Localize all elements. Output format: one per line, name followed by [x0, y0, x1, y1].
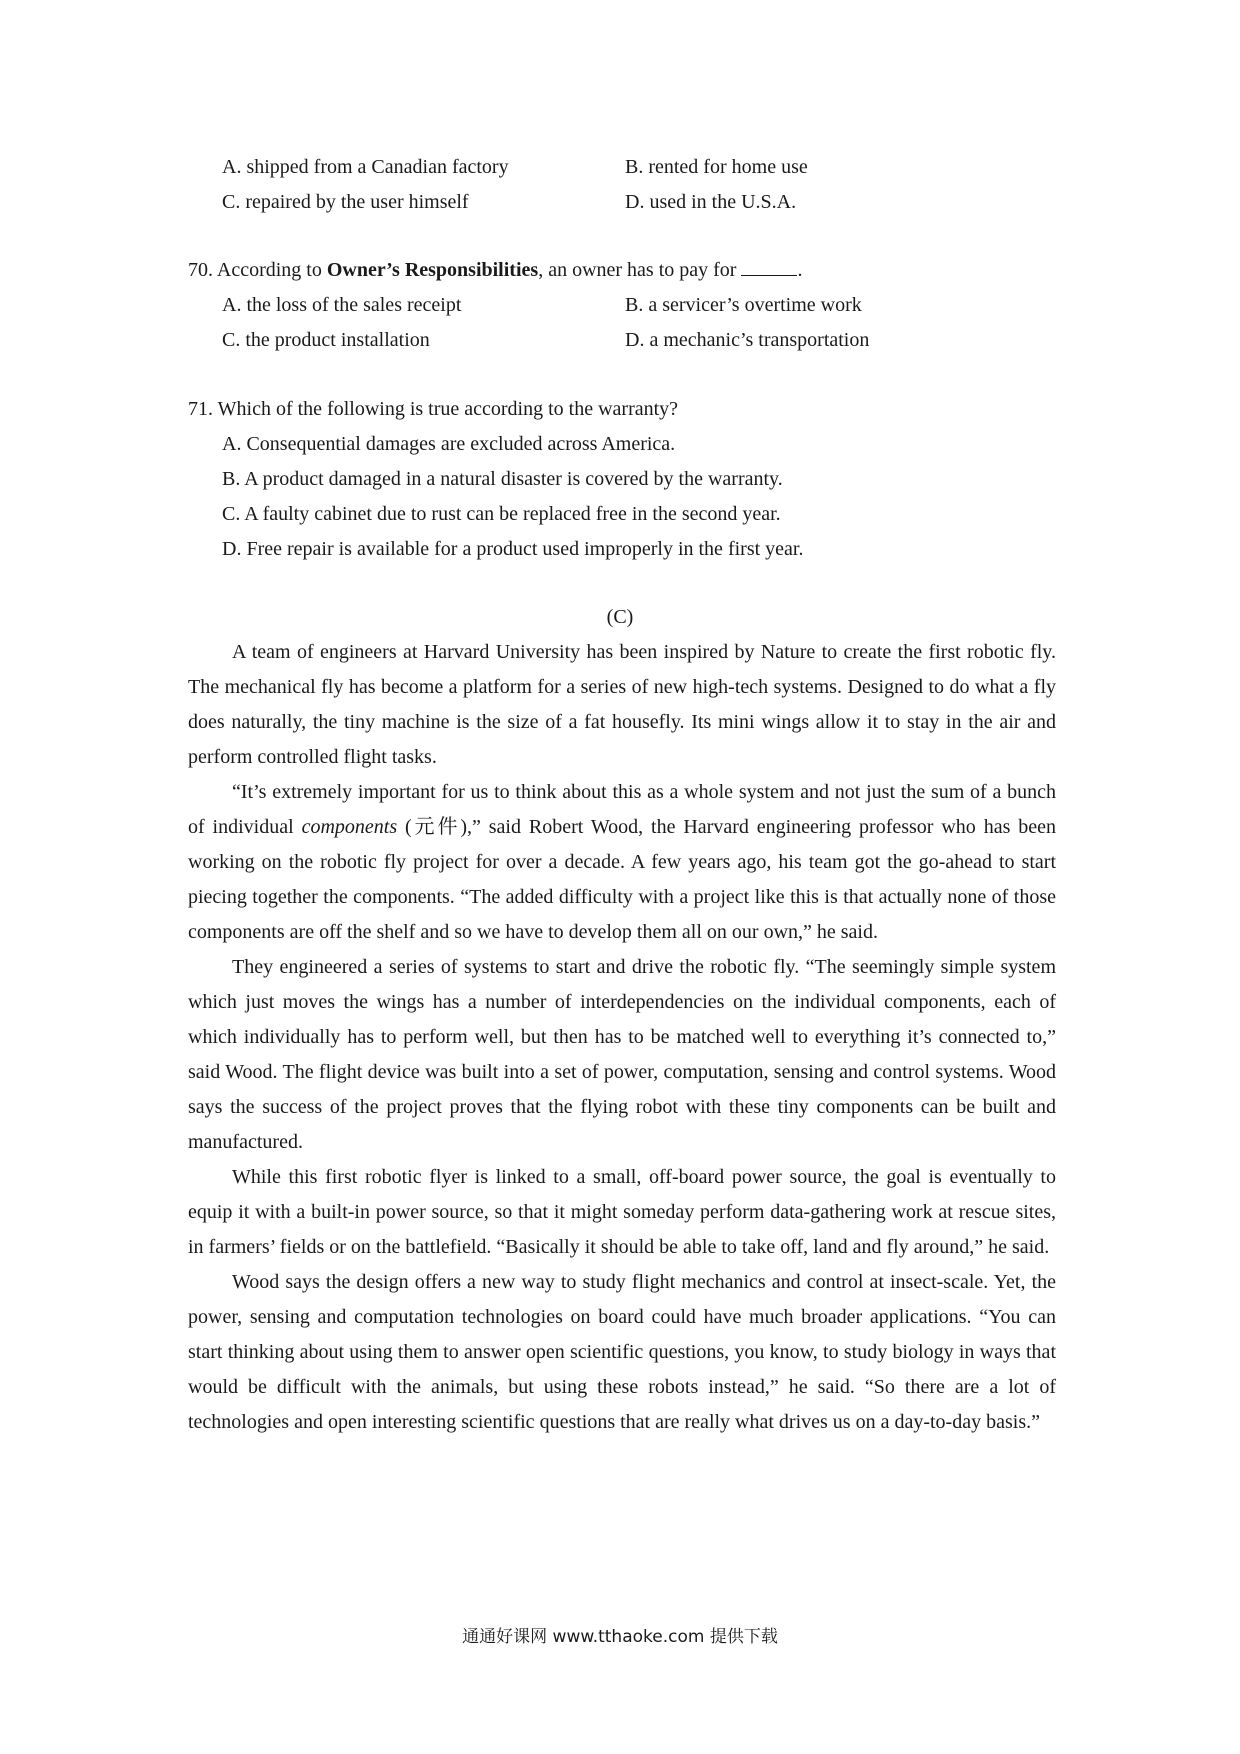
- paragraph-2-italic: components: [301, 816, 398, 838]
- passage-paragraph-2: [188, 775, 1056, 950]
- q71-option-d: D. Free repair is available for a product used improperly in the first year.: [222, 538, 804, 560]
- q70-option-b: B. a servicer’s overtime work: [625, 294, 862, 316]
- q71-option-c: C. A faulty cabinet due to rust can be replaced free in the second year.: [222, 503, 781, 525]
- q69-option-b: B. rented for home use: [625, 156, 808, 178]
- q70-stem-suffix: , an owner has to pay for: [538, 259, 742, 281]
- q69-option-a: A. shipped from a Canadian factory: [222, 156, 509, 178]
- q69-options: [222, 150, 1022, 220]
- q70-stem: [188, 253, 1088, 288]
- answer-blank: [741, 257, 797, 276]
- q70-option-row-2: [188, 323, 1088, 358]
- q70-stem-prefix: 70. According to: [188, 259, 327, 281]
- q70-option-c: C. the product installation: [222, 329, 430, 351]
- q71-option-b: B. A product damaged in a natural disaster is covered by the warranty.: [222, 468, 783, 490]
- q70-option-row-1: [188, 288, 1088, 323]
- q71-stem: 71. Which of the following is true according to the warranty?: [188, 398, 679, 420]
- passage-paragraph-4: While this first robotic flyer is linked to a small, off-board power source, the goal is eventually to equip it with a built-in power source, so that it might someday perform data-gathering work at rescue sites, in farmers’ fields or on the battlefield. “Basically it should be able to take off, land and fly around,” he said.: [188, 1166, 1056, 1258]
- q69-option-row-1: [222, 150, 1022, 185]
- q69-option-d: D. used in the U.S.A.: [625, 191, 797, 213]
- q69-option-row-2: [222, 185, 1022, 220]
- q70-option-d: D. a mechanic’s transportation: [625, 329, 870, 351]
- q70-option-a: A. the loss of the sales receipt: [222, 294, 462, 316]
- passage-paragraph-5: Wood says the design offers a new way to study flight mechanics and control at insect-scale. Yet, the power, sensing and computation technologies on board could have much broader applications. “You can start thinking about using them to answer open scientific questions, you know, to study biology in ways that would be difficult with the animals, but using these robots instead,” he said. “So there are a lot of technologies and open interesting scientific questions that are really what drives us on a day-to-day basis.”: [188, 1271, 1056, 1433]
- reading-passage: [188, 635, 1056, 1440]
- q71-option-a: A. Consequential damages are excluded across America.: [222, 433, 676, 455]
- passage-paragraph-1: A team of engineers at Harvard University has been inspired by Nature to create the first robotic fly. The mechanical fly has become a platform for a series of new high-tech systems. Designed to do what a fly does naturally, the tiny machine is the size of a fat housefly. Its mini wings allow it to stay in the air and perform controlled flight tasks.: [188, 641, 1056, 768]
- q70-stem-end: .: [797, 259, 803, 281]
- paragraph-2-text-b: (元件),” said Robert Wood, the Harvard engineering professor who has been working on the robotic fly project for over a decade. A few years ago, his team got the go-ahead to start piecing together the components. “The added difficulty with a project like this is that actually none of those components are off the shelf and so we have to develop them all on our own,” he said.: [188, 816, 1057, 943]
- q70-stem-bold: Owner’s Responsibilities: [326, 259, 539, 281]
- question-70: [188, 253, 1088, 358]
- question-71: [188, 392, 1088, 567]
- section-title: (C): [606, 606, 634, 628]
- paragraph-2-text-a: “It’s extremely important for us to think about this as a whole system and not just the sum of a bunch of individual: [188, 781, 1056, 838]
- passage-paragraph-3: They engineered a series of systems to start and drive the robotic fly. “The seemingly simple system which just moves the wings has a number of interdependencies on the individual components, each of which individually has to perform well, but then has to be matched well to everything it’s connected to,” said Wood. The flight device was built into a set of power, computation, sensing and control systems. Wood says the success of the project proves that the flying robot with these tiny components can be built and manufactured.: [188, 956, 1056, 1153]
- q69-option-c: C. repaired by the user himself: [222, 191, 469, 213]
- page-footer: 通通好课网 www.tthaoke.com 提供下载: [462, 1627, 778, 1647]
